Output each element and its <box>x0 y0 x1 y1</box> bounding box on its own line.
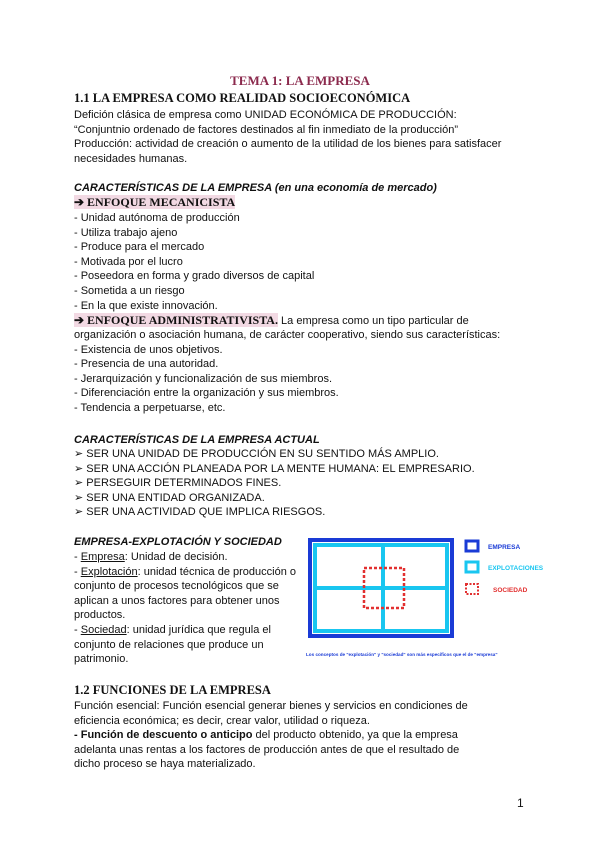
dash: - <box>74 565 81 578</box>
paragraph-line: organización o asociación humana, de carácter cooperativo, siendo sus características: <box>74 329 501 341</box>
list-item: - Diferenciación entre la organización y sus miembros. <box>74 387 339 400</box>
definition-sociedad <box>74 623 296 638</box>
mecanicista-list <box>74 211 314 313</box>
list-item: ➢ SER UNA ACCIÓN PLANEADA POR LA MENTE HUMANA: EL EMPRESARIO. <box>74 462 475 475</box>
enfoque-mecanicista-label: ➔ ENFOQUE MECANICISTA <box>74 195 236 209</box>
def-empresa: : Unidad de decisión. <box>124 551 228 563</box>
administrativista-intro: La empresa como un tipo particular de <box>277 315 469 327</box>
list-item: - Presencia de una autoridad. <box>74 358 219 371</box>
funcion-descuento-lead: - Función de descuento o anticipo <box>74 729 253 742</box>
section-heading-1-1: 1.1 LA EMPRESA COMO REALIDAD SOCIOECONÓMICA <box>74 91 411 105</box>
list-item: - Poseedora en forma y grado diversos de capital <box>74 270 315 283</box>
paragraph-line: dicho proceso se haya materializado. <box>74 758 256 771</box>
caracteristicas-heading <box>74 181 437 196</box>
section-1-1-body <box>74 108 501 166</box>
list-item: - En la que existe innovación. <box>74 299 218 312</box>
enfoque-mecanicista-heading <box>74 195 235 211</box>
legend-empresa-swatch <box>466 541 478 551</box>
paragraph-line: patrimonio. <box>74 653 129 666</box>
paragraph-line: “Conjuntnio ordenado de factores destinados al fin inmediato de la producción” <box>74 123 459 136</box>
list-item: - Tendencia a perpetuarse, etc. <box>74 401 226 414</box>
list-item: ➢ SER UNA ENTIDAD ORGANIZADA. <box>74 491 265 504</box>
legend-explotaciones-label: EXPLOTACIONES <box>488 565 544 572</box>
empresa-explotacion-sociedad-diagram <box>306 536 550 664</box>
funcion-descuento-rest: del producto obtenido, ya que la empresa <box>252 729 458 742</box>
list-item: - Unidad autónoma de producción <box>74 212 240 224</box>
empresa-actual-heading: CARACTERÍSTICAS DE LA EMPRESA ACTUAL <box>74 434 320 446</box>
section-heading-1-2: 1.2 FUNCIONES DE LA EMPRESA <box>74 683 271 697</box>
list-item: ➢ SER UNA UNIDAD DE PRODUCCIÓN EN SU SENTIDO MÁS AMPLIO. <box>74 448 439 460</box>
empresa-actual-list <box>74 447 475 520</box>
explotacion-definitions <box>74 550 296 667</box>
list-item: ➢ PERSEGUIR DETERMINADOS FINES. <box>74 477 282 490</box>
caracteristicas-heading-qualifier: (en una economía de mercado) <box>271 182 437 194</box>
term-explotacion: Explotación <box>80 565 138 578</box>
legend-empresa-label: EMPRESA <box>488 544 521 551</box>
list-item: - Produce para el mercado <box>74 241 205 254</box>
paragraph-line: conjunto de procesos tecnológicos que se <box>74 580 279 593</box>
paragraph-line: productos. <box>74 609 126 622</box>
def-sociedad: : unidad jurídica que regula el <box>126 623 271 636</box>
list-item: - Motivada por el lucro <box>74 255 183 268</box>
legend-sociedad-label: SOCIEDAD <box>493 587 528 594</box>
paragraph-line: conjunto de relaciones que produce un <box>74 638 264 651</box>
list-item: - Sometida a un riesgo <box>74 284 185 297</box>
paragraph-line: aplican a unos factores para obtener unos <box>74 594 280 607</box>
paragraph-line: necesidades humanas. <box>74 152 188 165</box>
page-title: TEMA 1: LA EMPRESA <box>230 73 370 88</box>
paragraph-line <box>74 728 468 743</box>
enfoque-administrativista-heading <box>74 313 469 329</box>
definition-explotacion <box>74 565 296 580</box>
definition-empresa <box>74 550 296 565</box>
def-explotacion: : unidad técnica de producción o <box>137 565 296 578</box>
explotacion-heading: EMPRESA-EXPLOTACIÓN Y SOCIEDAD <box>74 536 282 548</box>
administrativista-list <box>74 328 500 416</box>
caracteristicas-heading-main: CARACTERÍSTICAS DE LA EMPRESA <box>74 182 272 194</box>
list-item: ➢ SER UNA ACTIVIDAD QUE IMPLICA RIESGOS. <box>74 506 326 519</box>
page-number: 1 <box>517 796 524 810</box>
diagram-caption: Los conceptos de "explotación" y "sociedad" son más específicos que el de "empresa" <box>306 652 498 657</box>
paragraph-line: Producción: actividad de creación o aumento de la utilidad de los bienes para satisfacer <box>74 138 502 151</box>
legend-sociedad-swatch <box>466 584 478 594</box>
dash: - <box>74 551 81 563</box>
legend-explotaciones-swatch <box>466 562 478 572</box>
paragraph-line: adelanta unas rentas a los factores de producción antes de que el resultado de <box>74 743 460 756</box>
section-1-2-body <box>74 699 468 772</box>
paragraph-line: Defición clásica de empresa como UNIDAD ECONÓMICA DE PRODUCCIÓN: <box>74 109 457 121</box>
list-item: - Jerarquización y funcionalización de sus miembros. <box>74 372 333 385</box>
list-item: - Existencia de unos objetivos. <box>74 343 223 356</box>
list-item: - Utiliza trabajo ajeno <box>74 226 178 239</box>
paragraph-line: Función esencial: Función esencial generar bienes y servicios en condiciones de <box>74 700 468 712</box>
paragraph-line: eficiencia económica; es decir, crear valor, utilidad o riqueza. <box>74 714 370 727</box>
term-sociedad: Sociedad <box>80 623 127 636</box>
enfoque-administrativista-label: ➔ ENFOQUE ADMINISTRATIVISTA. <box>74 313 278 327</box>
term-empresa: Empresa <box>80 551 125 563</box>
dash: - <box>74 623 81 636</box>
